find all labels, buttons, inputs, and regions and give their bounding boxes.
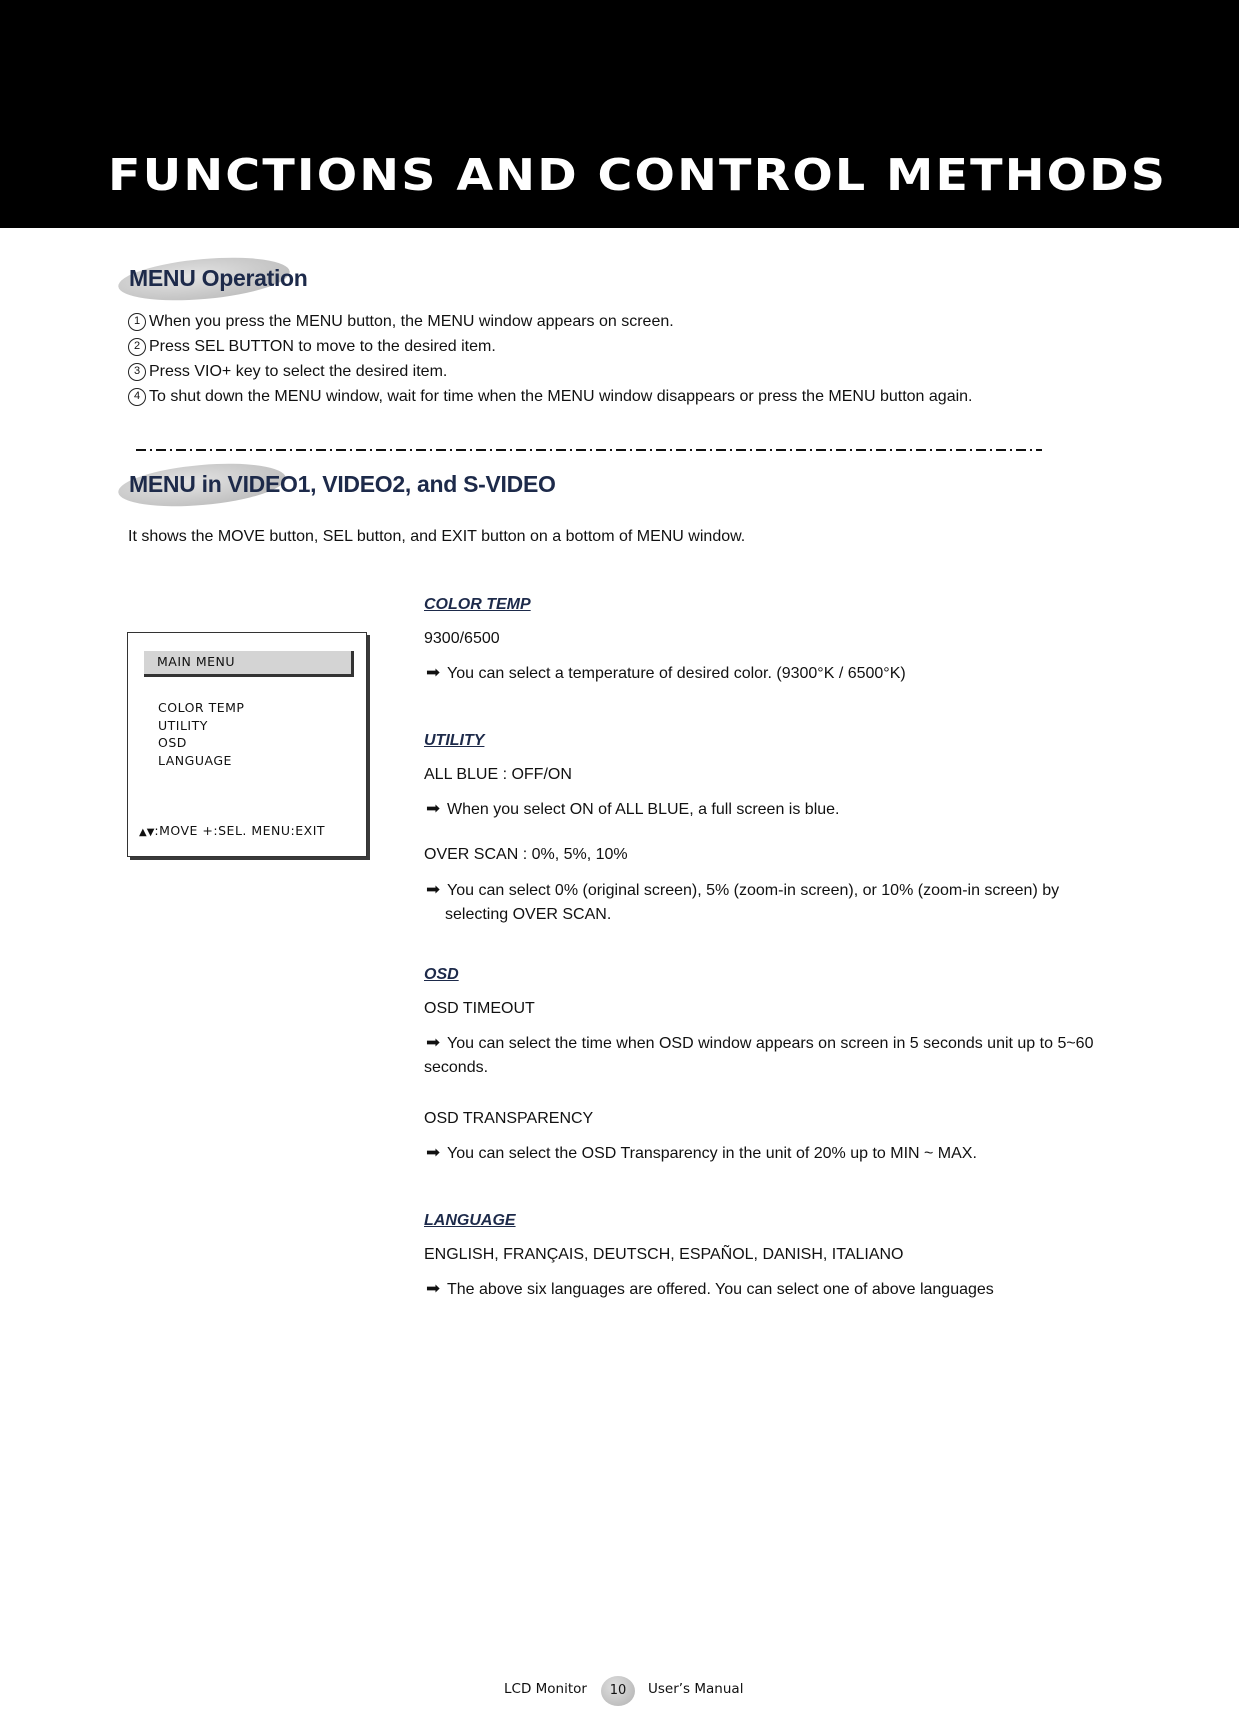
utility-desc-over-scan-cont: selecting OVER SCAN. (445, 906, 612, 923)
color-temp-title: COLOR TEMP (424, 596, 531, 613)
language-desc (424, 1277, 1144, 1302)
language-option: ENGLISH, FRANÇAIS, DEUTSCH, ESPAÑOL, DANISH, ITALIANO (424, 1246, 904, 1263)
osd-menu-items (158, 699, 244, 769)
arrow-right-icon: ➡ (426, 1033, 441, 1052)
osd-desc-timeout-text: You can select the time when OSD window appears on screen in 5 seconds unit up to 5~60 (447, 1035, 1094, 1052)
osd-menu-title: MAIN MENU (144, 651, 354, 677)
utility-desc-all-blue (424, 797, 1144, 822)
utility-option-over-scan: OVER SCAN : 0%, 5%, 10% (424, 846, 628, 863)
osd-title: OSD (424, 966, 459, 983)
up-down-arrows-icon: ▲▼ (139, 827, 155, 838)
utility-desc-over-scan (424, 878, 1144, 903)
menu-operation-heading: MENU Operation (129, 265, 308, 291)
osd-main-menu-illustration (127, 632, 367, 857)
osd-menu-item: OSD (158, 735, 187, 750)
osd-menu-item: UTILITY (158, 717, 208, 733)
menu-video-heading: MENU in VIDEO1, VIDEO2, and S-VIDEO (129, 471, 556, 497)
arrow-right-icon: ➡ (426, 1279, 441, 1298)
arrow-right-icon: ➡ (426, 799, 441, 818)
step-text: Press SEL BUTTON to move to the desired item. (149, 337, 496, 355)
page-title: FUNCTIONS AND CONTROL METHODS (108, 150, 1168, 201)
step-number-circle: 1 (128, 313, 146, 331)
header-band (0, 0, 1239, 228)
step-number-circle: 3 (128, 363, 146, 381)
osd-option-transparency: OSD TRANSPARENCY (424, 1110, 594, 1127)
osd-desc-transparency-text: You can select the OSD Transparency in the unit of 20% up to MIN ~ MAX. (447, 1145, 977, 1162)
osd-menu-item: COLOR TEMP (158, 700, 245, 715)
arrow-right-icon: ➡ (426, 1143, 441, 1162)
step-text: To shut down the MENU window, wait for time when the MENU window disappears or press the MENU button again. (149, 387, 973, 405)
osd-desc-transparency (424, 1141, 1144, 1166)
color-temp-desc-text: You can select a temperature of desired color. (9300°K / 6500°K) (447, 665, 906, 682)
step-item (128, 359, 973, 384)
step-text: When you press the MENU button, the MENU window appears on screen. (149, 312, 674, 330)
utility-title: UTILITY (424, 732, 485, 749)
step-number-circle: 4 (128, 388, 146, 406)
section-divider (136, 449, 1042, 451)
menu-descriptions (424, 588, 1144, 1302)
footer-manual: User’s Manual (648, 1681, 744, 1697)
color-temp-desc (424, 661, 1144, 686)
language-desc-text: The above six languages are offered. You can select one of above languages (447, 1281, 994, 1298)
footer-product: LCD Monitor (504, 1681, 587, 1697)
step-item (128, 309, 973, 334)
menu-video-intro: It shows the MOVE button, SEL button, and EXIT button on a bottom of MENU window. (128, 528, 746, 545)
step-text: Press VIO+ key to select the desired item. (149, 362, 448, 380)
osd-option-timeout: OSD TIMEOUT (424, 1000, 535, 1017)
step-number-circle: 2 (128, 338, 146, 356)
page-number: 10 (601, 1676, 635, 1706)
page-footer (0, 1676, 1239, 1706)
osd-menu-footer (139, 823, 325, 838)
menu-operation-steps (128, 309, 973, 409)
step-item (128, 334, 973, 359)
utility-desc-over-scan-text: You can select 0% (original screen), 5% (zoom-in screen), or 10% (zoom-in screen) by (447, 882, 1060, 899)
arrow-right-icon: ➡ (426, 663, 441, 682)
osd-menu-item: LANGUAGE (158, 752, 232, 768)
utility-option-all-blue: ALL BLUE : OFF/ON (424, 766, 572, 783)
osd-desc-timeout (424, 1031, 1144, 1056)
utility-desc-all-blue-text: When you select ON of ALL BLUE, a full screen is blue. (447, 801, 840, 818)
language-title: LANGUAGE (424, 1212, 516, 1229)
step-item (128, 384, 973, 409)
osd-menu-footer-text: :MOVE +:SEL. MENU:EXIT (154, 823, 326, 838)
osd-desc-timeout-cont: seconds. (424, 1059, 489, 1076)
color-temp-option: 9300/6500 (424, 630, 500, 647)
arrow-right-icon: ➡ (426, 880, 441, 899)
